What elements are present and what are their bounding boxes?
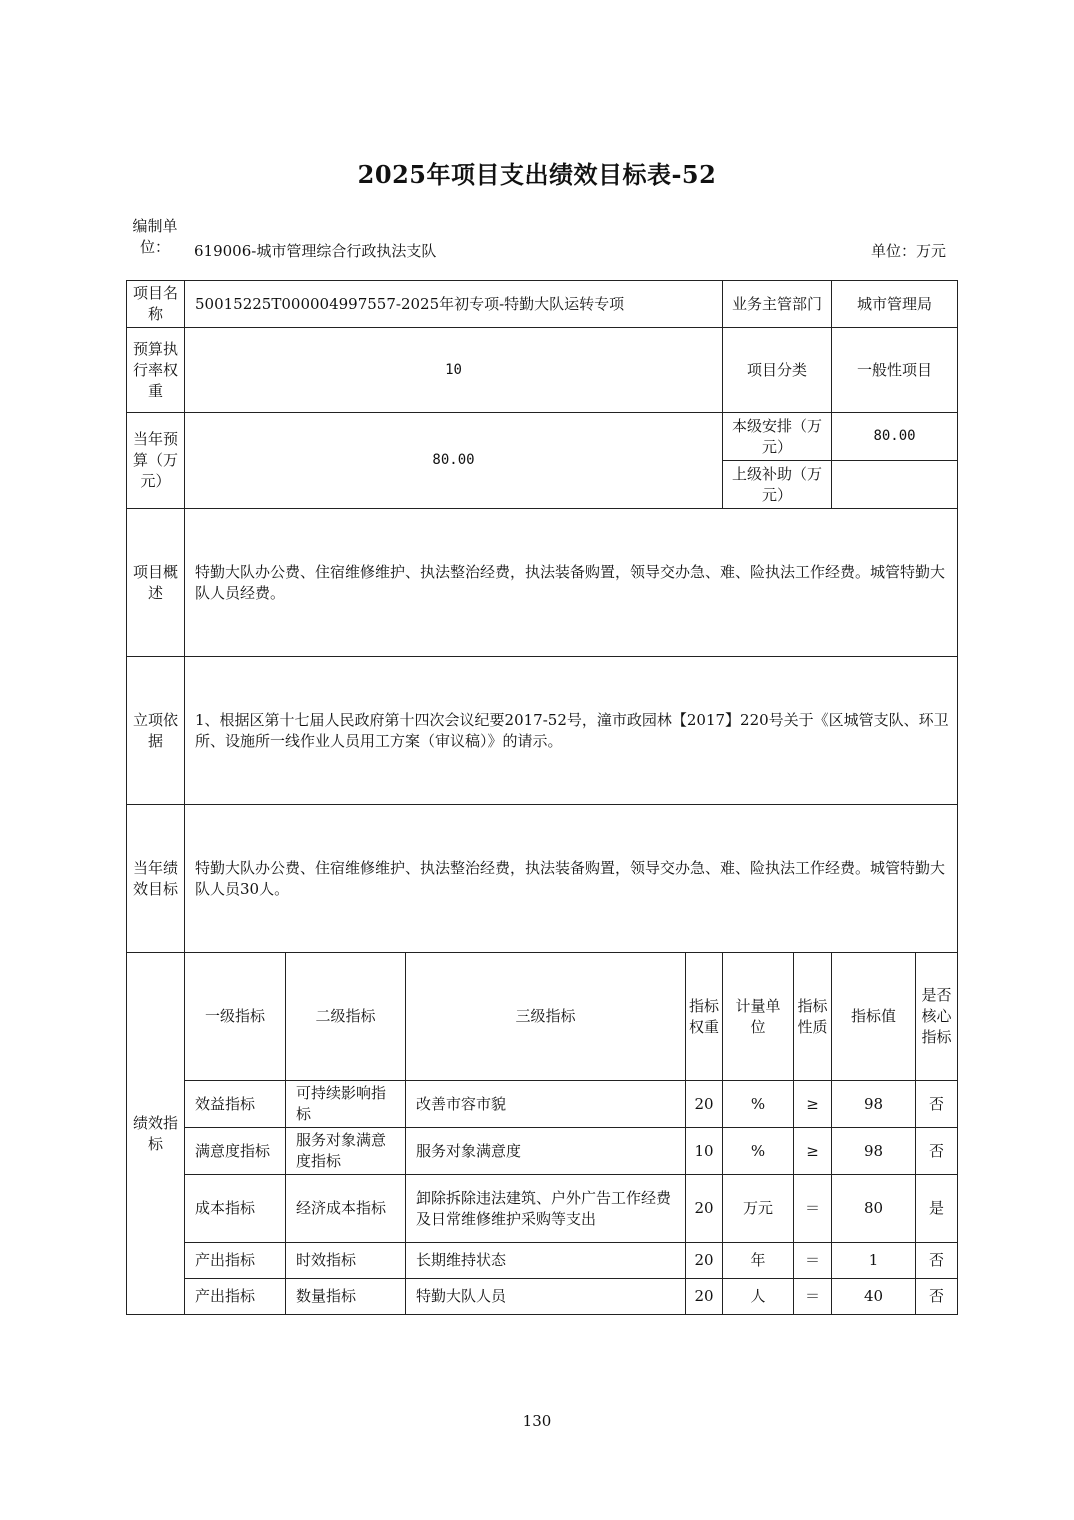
header-weight: 指标权重 xyxy=(686,953,723,1081)
currency-unit: 单位：万元 xyxy=(870,242,946,260)
overview-text: 特勤大队办公费、住宿维修维护、执法整治经费，执法装备购置，领导交办急、难、险执法工作经费。城管特勤大队人员经费。 xyxy=(185,509,958,657)
row-weight: 10 xyxy=(686,1128,723,1175)
goal-label: 当年绩效目标 xyxy=(127,805,185,953)
row-value: 98 xyxy=(832,1128,916,1175)
weight-value: 10 xyxy=(185,328,723,413)
indicator-row xyxy=(127,1243,958,1279)
row-level2: 数量指标 xyxy=(286,1279,406,1315)
category-label: 项目分类 xyxy=(723,328,832,413)
row-level2: 可持续影响指标 xyxy=(286,1081,406,1128)
row-value: 98 xyxy=(832,1081,916,1128)
row-core: 否 xyxy=(916,1081,958,1128)
row-level2: 服务对象满意度指标 xyxy=(286,1128,406,1175)
row-level2: 时效指标 xyxy=(286,1243,406,1279)
unit-label: 编制单位： xyxy=(132,217,178,256)
budget-value: 80.00 xyxy=(185,413,723,509)
header-value: 指标值 xyxy=(832,953,916,1081)
project-name: 50015225T000004997557-2025年初专项-特勤大队运转专项 xyxy=(185,281,723,328)
project-name-label: 项目名称 xyxy=(127,281,185,328)
row-weight: 20 xyxy=(686,1081,723,1128)
row-nature: ≥ xyxy=(794,1081,832,1128)
goal-text: 特勤大队办公费、住宿维修维护、执法整治经费，执法装备购置，领导交办急、难、险执法工作经费。城管特勤大队人员30人。 xyxy=(185,805,958,953)
row-nature: ≥ xyxy=(794,1128,832,1175)
row-level1: 产出指标 xyxy=(185,1279,286,1315)
row-core: 是 xyxy=(916,1175,958,1243)
row-level2: 经济成本指标 xyxy=(286,1175,406,1243)
row-unit: % xyxy=(723,1128,794,1175)
row-core: 否 xyxy=(916,1279,958,1315)
row-level1: 满意度指标 xyxy=(185,1128,286,1175)
dept-value: 城市管理局 xyxy=(832,281,958,328)
basis-text: 1、根据区第十七届人民政府第十四次会议纪要2017-52号，潼市政园林【2017】220号关于《区城管支队、环卫所、设施所一线作业人员用工方案（审议稿）》的请示。 xyxy=(185,657,958,805)
row-value: 1 xyxy=(832,1243,916,1279)
row-level1: 成本指标 xyxy=(185,1175,286,1243)
header-nature: 指标性质 xyxy=(794,953,832,1081)
overview-label: 项目概述 xyxy=(127,509,185,657)
category-value: 一般性项目 xyxy=(832,328,958,413)
header-level1: 一级指标 xyxy=(185,953,286,1081)
weight-row xyxy=(127,328,958,413)
row-level1: 效益指标 xyxy=(185,1081,286,1128)
unit-name: 619006-城市管理综合行政执法支队 xyxy=(194,242,437,260)
indicator-header-row xyxy=(127,953,958,1081)
row-unit: 人 xyxy=(723,1279,794,1315)
project-name-row xyxy=(127,281,958,328)
indicator-row xyxy=(127,1081,958,1128)
page-number: 130 xyxy=(522,1412,552,1430)
row-value: 40 xyxy=(832,1279,916,1315)
goal-row xyxy=(127,805,958,953)
header-unit: 计量单位 xyxy=(723,953,794,1081)
local-label: 本级安排（万元） xyxy=(723,413,832,461)
overview-row xyxy=(127,509,958,657)
basis-label: 立项依据 xyxy=(127,657,185,805)
row-level3: 卸除拆除违法建筑、户外广告工作经费及日常维修维护采购等支出 xyxy=(406,1175,686,1243)
indicator-row xyxy=(127,1279,958,1315)
row-level3: 改善市容市貌 xyxy=(406,1081,686,1128)
indicator-row xyxy=(127,1175,958,1243)
row-level3: 长期维持状态 xyxy=(406,1243,686,1279)
header-level2: 二级指标 xyxy=(286,953,406,1081)
row-nature: ＝ xyxy=(794,1175,832,1243)
row-nature: ＝ xyxy=(794,1243,832,1279)
local-value: 80.00 xyxy=(832,413,958,461)
row-core: 否 xyxy=(916,1128,958,1175)
row-unit: 万元 xyxy=(723,1175,794,1243)
row-level1: 产出指标 xyxy=(185,1243,286,1279)
budget-label: 当年预算（万元） xyxy=(127,413,185,509)
page-title: 2025年项目支出绩效目标表-52 xyxy=(357,160,717,189)
budget-row xyxy=(127,413,958,461)
row-level3: 特勤大队人员 xyxy=(406,1279,686,1315)
upper-label: 上级补助（万元） xyxy=(723,461,832,509)
row-weight: 20 xyxy=(686,1279,723,1315)
performance-table xyxy=(126,280,958,1315)
upper-value xyxy=(832,461,958,509)
row-unit: 年 xyxy=(723,1243,794,1279)
indicators-label: 绩效指标 xyxy=(127,953,185,1315)
indicator-row xyxy=(127,1128,958,1175)
weight-label: 预算执行率权重 xyxy=(127,328,185,413)
dept-label: 业务主管部门 xyxy=(723,281,832,328)
basis-row xyxy=(127,657,958,805)
row-nature: ＝ xyxy=(794,1279,832,1315)
row-weight: 20 xyxy=(686,1175,723,1243)
header-level3: 三级指标 xyxy=(406,953,686,1081)
header-core: 是否核心指标 xyxy=(916,953,958,1081)
row-unit: % xyxy=(723,1081,794,1128)
row-value: 80 xyxy=(832,1175,916,1243)
row-level3: 服务对象满意度 xyxy=(406,1128,686,1175)
row-core: 否 xyxy=(916,1243,958,1279)
row-weight: 20 xyxy=(686,1243,723,1279)
